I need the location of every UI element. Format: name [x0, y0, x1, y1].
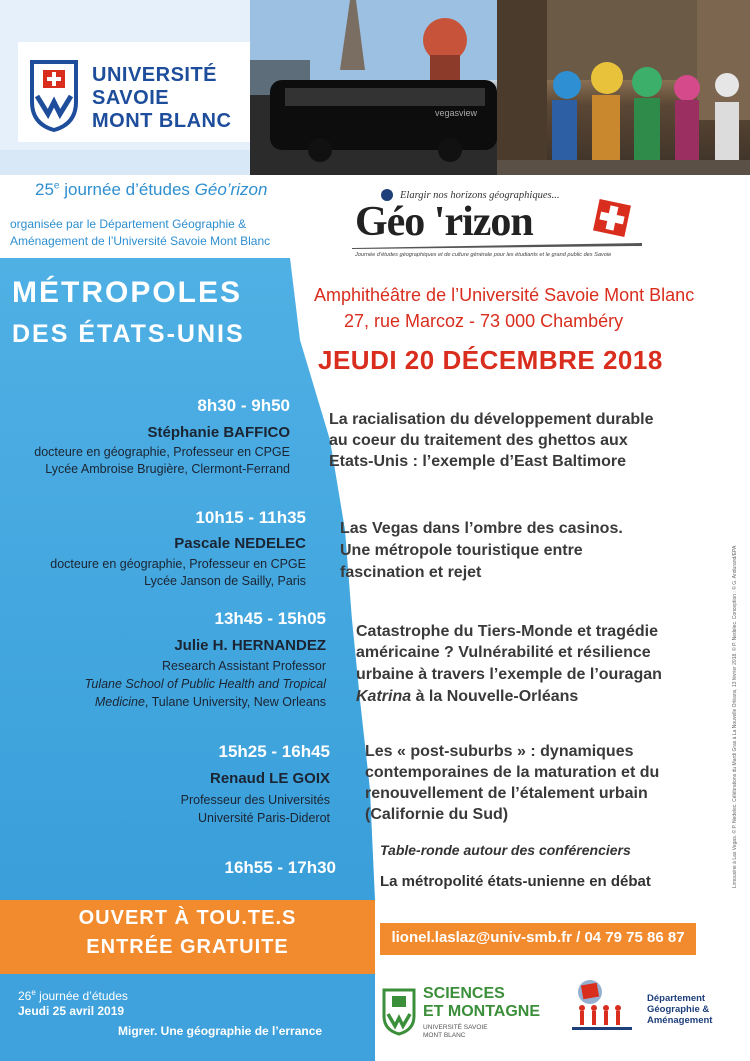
university-name-line2: SAVOIE: [92, 87, 170, 109]
slot2-talk-line2: Une métropole touristique entre: [340, 542, 583, 559]
savoie-flag-icon: [590, 196, 634, 240]
slot5-time: 16h55 - 17h30: [224, 858, 336, 877]
slot1-time: 8h30 - 9h50: [197, 396, 290, 415]
next-edition-text: journée d’études: [35, 989, 128, 1003]
sm-sub1: UNIVERSITÉ SAVOIE: [423, 1024, 488, 1031]
title-line1: MÉTROPOLES: [12, 276, 243, 309]
slot3-role2: Tulane School of Public Health and Tropical: [84, 677, 326, 691]
slot4-talk-line3: renouvellement de l’étalement urbain: [365, 785, 648, 802]
slot3-time: 13h45 - 15h05: [214, 609, 326, 628]
slot3-talk-line3: urbaine à travers l’exemple de l’ouragan: [356, 666, 662, 683]
limo-decal: vegasview: [435, 108, 478, 118]
slot4-speaker: Renaud LE GOIX: [209, 770, 330, 787]
photo-credits-text: Limousine à Las Vegas. © P. Nedelec. Célébrations du Mardi Gras à La Nouvelle Orléans, 13 février 2018. © P. Nedelec. Conception : © G. Andurand/EPA: [732, 545, 738, 888]
slot4-role1: Professeur des Universités: [180, 793, 330, 807]
university-shield-icon: [28, 58, 80, 132]
slot3-talk-line4: [356, 686, 578, 707]
georizon-tagline: Elargir nos horizons géographiques...: [400, 190, 560, 201]
sciences-montagne-subtitle: [423, 1024, 488, 1040]
las-vegas-limo-photo: [250, 0, 497, 175]
slot3-role3-rest: , Tulane University, New Orleans: [144, 695, 326, 709]
slot1-role2: Lycée Ambroise Brugière, Clermont-Ferrand: [45, 462, 290, 476]
venue-line2: 27, rue Marcoz - 73 000 Chambéry: [344, 311, 624, 331]
slot2-talk-line1: Las Vegas dans l’ombre des casinos.: [340, 520, 623, 537]
slot3-talk-line2: américaine ? Vulnérabilité et résilience: [356, 644, 651, 661]
sciences-montagne-title: [423, 985, 540, 1021]
georizon-subtitle: Journée d’études géographiques et de culture générale pour les étudiants et le grand public des Savoie: [355, 252, 612, 258]
slot3-talk-rest: à la Nouvelle-Orléans: [411, 688, 579, 705]
organiser-text: [10, 216, 310, 250]
slot1-talk-line2: au coeur du traitement des ghettos aux: [329, 432, 628, 449]
slot1-role1: docteure en géographie, Professeur en CPGE: [34, 445, 290, 459]
next-edition-line: [18, 988, 128, 1003]
open-line2: ENTRÉE GRATUITE: [86, 936, 289, 958]
department-name: [647, 993, 712, 1026]
university-name-line1: UNIVERSITÉ: [92, 64, 218, 86]
university-name-line3: MONT BLANC: [92, 110, 232, 132]
slot1-talk-line1: La racialisation du développement durable: [329, 411, 654, 428]
edition-number: 25: [35, 180, 54, 199]
slot3-role1: Research Assistant Professor: [162, 659, 326, 673]
slot2-time: 10h15 - 11h35: [195, 508, 306, 527]
mardi-gras-photo: [497, 0, 750, 175]
slot4-talk-line2: contemporaines de la maturation et du: [365, 764, 660, 781]
next-edition-title: Migrer. Une géographie de l’errance: [118, 1024, 323, 1038]
slot2-speaker: Pascale NEDELEC: [174, 535, 306, 552]
georizon-underline: [352, 243, 642, 249]
venue-line1: Amphithéâtre de l’Université Savoie Mont Blanc: [314, 285, 695, 305]
slot4-talk-line1: Les « post-suburbs » : dynamiques: [365, 743, 634, 760]
dept-line2: Géographie &: [647, 1004, 710, 1015]
sciences-montagne-shield-icon: [382, 988, 416, 1036]
sm-sub2: MONT BLANC: [423, 1032, 466, 1039]
edition-sup: e: [53, 180, 60, 192]
slot2-role2: Lycée Janson de Sailly, Paris: [144, 574, 306, 588]
event-date: JEUDI 20 DÉCEMBRE 2018: [318, 345, 663, 375]
photo-credits: [728, 470, 740, 890]
slot3-talk-line1: Catastrophe du Tiers-Monde et tragédie: [356, 623, 658, 640]
organiser-line1: organisée par le Département Géographie &: [10, 217, 247, 231]
georizon-title: Géo 'rizon: [355, 199, 533, 245]
slot3-role3: [95, 694, 326, 711]
slot1-speaker: Stéphanie BAFFICO: [147, 424, 290, 441]
department-figures-icon: [572, 978, 632, 1032]
slot3-talk-italic: Katrina: [356, 688, 412, 705]
open-line1: OUVERT À TOU.TE.S: [78, 907, 297, 929]
slot5-talk: La métropolité états-unienne en débat: [380, 873, 651, 890]
next-edition-number: 26: [18, 989, 32, 1003]
sm-line2: ET MONTAGNE: [423, 1003, 541, 1020]
next-edition-date: Jeudi 25 avril 2019: [18, 1004, 125, 1018]
slot1-talk-line3: Etats-Unis : l’exemple d’East Baltimore: [329, 453, 626, 470]
slot3-speaker: Julie H. HERNANDEZ: [174, 637, 326, 654]
slot4-time: 15h25 - 16h45: [218, 742, 330, 761]
slot4-role2: Université Paris-Diderot: [198, 811, 330, 825]
contact-info[interactable]: lionel.laslaz@univ-smb.fr / 04 79 75 86 87: [391, 929, 685, 946]
title-line2: DES ÉTATS-UNIS: [12, 320, 245, 348]
slot4-talk-line4: (Californie du Sud): [365, 806, 509, 823]
next-edition-sup: e: [31, 988, 36, 997]
edition-text: journée d’études: [59, 180, 195, 199]
edition-brand: Géo’rizon: [194, 180, 268, 199]
slot2-role1: docteure en géographie, Professeur en CPGE: [50, 557, 306, 571]
dept-line3: Aménagement: [647, 1015, 713, 1026]
organiser-line2: Aménagement de l’Université Savoie Mont Blanc: [10, 234, 271, 248]
edition-line: [35, 180, 267, 200]
dept-line1: Département: [647, 993, 706, 1004]
slot2-talk-line3: fascination et rejet: [340, 564, 482, 581]
slot3-role3-italic: Medicine: [94, 695, 145, 709]
sm-line1: SCIENCES: [423, 985, 505, 1002]
slot5-talk-italic: Table-ronde autour des conférenciers: [380, 842, 631, 858]
